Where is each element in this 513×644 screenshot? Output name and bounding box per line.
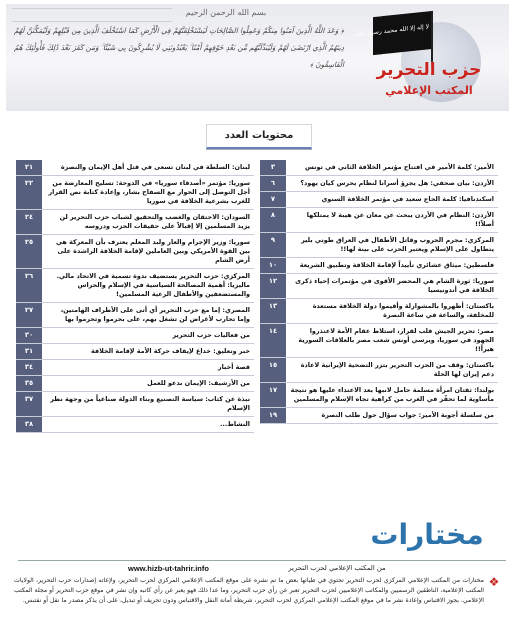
toc-entry-title: من فعاليات حزب التحرير [172,331,250,339]
toc-entry[interactable] [16,303,254,327]
toc-entry-title: المصري: إما مع حزب التحرير أي أتى على الأطراف الهامتين، وإما تحارب لأغراض لن تشغل بهم، على بحرموا وتحرموا بها [60,306,250,323]
page-number: ١٠ [268,261,278,269]
header-ornament [12,8,172,22]
toc-entry-title: النشاط... [219,420,250,428]
page-number: ١٣ [268,302,278,310]
flag-pole [431,12,433,66]
basmala: بسم الله الرحمن الرحيم [185,8,267,17]
page-number: ٣٥ [24,379,34,387]
toc-entry-title: فلسطين: ميثاق عشائري تأييداً لإقامة الخلافة وتطبيق الشريعة [299,261,494,269]
page-number-badge [260,258,286,273]
page-number: ١٥ [268,361,278,369]
toc-entry-title: من الأرشيف: الإيمان بدعو للعمل [147,379,250,387]
toc-entry-title: الأردن: النظام في الأردن يبحث عن معان عن هيبة لا يمتلكها أصلاً!! [306,211,494,228]
black-flag-icon [355,11,433,55]
page-number-badge [16,160,42,175]
page-number: ١٤ [268,327,278,335]
page-number: ٣٨ [24,420,34,428]
page-number: ٧ [270,195,276,203]
toc-entry-title: المركزي: مجرم الحروب وقاتل الأطفال في العراق طوني بلير يتطاول على الإسلام ويعتبر الحزب على بينة لها!! [301,236,494,253]
page-number: ٢٤ [24,213,34,221]
toc-entry[interactable] [16,417,254,432]
toc-entry[interactable] [16,160,254,175]
page-number-badge [260,383,286,407]
hizb-logo [353,12,503,108]
page-number-badge [260,208,286,232]
page-number: ٦ [270,179,276,187]
table-of-contents [16,160,498,516]
page-number: ٨ [270,211,276,219]
page-number: ١٢ [268,277,278,285]
toc-entry[interactable] [16,344,254,359]
brand-subtitle: المكتب الإعلامي [385,84,473,97]
toc-divider [16,432,254,433]
toc-entry[interactable] [16,176,254,209]
toc-entry[interactable] [260,383,498,407]
toc-entry-title: نبذة عن كتاب: سياسة التصنيع وبناء الدولة صناعياً من وجهة نظر الإسلام [50,395,250,412]
page-number-badge [260,299,286,323]
page-number: ١٧ [268,386,278,394]
toc-left-column [16,160,254,433]
page-number-badge [260,324,286,357]
toc-entry[interactable] [16,360,254,375]
toc-entry-title: لبنان: السلطة في لبنان تسعى في قتل أهل الإيمان والنصرة [60,163,250,171]
page-number-badge [260,358,286,382]
toc-entry-title: مصر: تحرير الجيش قلب لقرار، استلاط عقام الأمة لاعتذروا الجهود في سوريا، ويرسي أونس شعب مصر بالعلاقات السورية هيراً!! [298,327,494,353]
page-number: ٢٢ [24,179,34,187]
page-number: ٣١ [24,347,34,355]
toc-entry-title: المركزي: حزب التحرير يستضيف ندوة تسمية في الاتحاد مالي. ماليزيا: أهمية المصالحة السياسية في الإسلام والحراس والمستضعفين والأطفال الرعية المسلمين! [56,272,250,298]
page-number-badge [16,417,42,432]
toc-entry-title: من سلسلة أجوبة الأمير: جواب سؤال حول طلب النصرة [321,411,494,419]
page-number: ٣٠ [24,331,34,339]
page-number-badge [260,160,286,175]
toc-entry-title: سوريا: مؤتمر «أصدقاء سوريا» في الدوحة: تسليح المعارضة من أجل التوصل إلى الحوار مع السفاح بشار، وإعادة كتابة نص القرار للغرب بشرعية الخلافة في سوريا [48,179,250,205]
toc-entry[interactable] [260,208,498,232]
toc-entry[interactable] [260,324,498,357]
page-number-badge [16,392,42,416]
toc-divider [260,423,498,424]
toc-entry[interactable] [260,358,498,382]
page-number-badge [16,376,42,391]
flag-text: لا إله إلا الله محمد رسول الله [355,23,429,38]
hizb-mark-icon: ❖ [488,575,500,589]
toc-entry-title: بولندا: ثقتان امرأة مسلمة حامل لانبها بعد الاعتداء عليها هو نتيجة مأساوية لما تحقّر في الغرب من كراهية تجاه الإسلام والمسلمين [290,386,494,403]
toc-entry-title: سوريا: ثورة الشام هي المحضر الأقوى في مؤتمرات إحياء ذكرى الخلافة في أندونيسيا [295,277,494,294]
toc-entry[interactable] [260,233,498,257]
page-number: ٢٦ [24,272,34,280]
page-number-badge [16,303,42,327]
page-number-badge [16,210,42,234]
page-number-badge [16,344,42,359]
toc-entry[interactable] [260,176,498,191]
header-banner [6,4,509,111]
footer-divider [18,560,506,561]
toc-entry[interactable] [16,269,254,302]
website-link[interactable]: www.hizb-ut-tahrir.info [128,564,209,573]
page-number-badge [16,235,42,268]
toc-entry[interactable] [260,408,498,423]
toc-entry[interactable] [16,235,254,268]
footer-description: مختارات من المكتب الإعلامي المركزي لحزب التحرير تحتوي في طياتها بعض ما تم نشره على موقع المكتب الإعلامي المركزي لحزب التحرير، ولإعاته إصدارات حزب التحرير، الولايات المكتب الإعلامية، الناطقين الرسميين والمكاتب الإعلاميين لحزب التحرير تعبر عن رأي حزب التحرير، وما عدا ذلك فهو يعبر عن رأي كاتبه وإن نشر في موقع حزب التحرير أو مجلة المكتب الإعلامي. يجوز الاقتباس وإعادة نشر ما في موقع المكتب الإعلامي المركزي لحزب التحرير، شريطة أمانة النقل والاقتباس ودون تحريف أو تبديل، على أن يذكر مصدر ما نقل أو نقتبس. [14,577,484,604]
page-number-badge [260,192,286,207]
office-label: من المكتب الإعلامي لحزب التحرير [288,564,386,572]
toc-entry-title: سوريا: وزير الإجرام والعار ولبد المعلم يعترف بأن المعركة هي بين القوة الأمريكي وبين العاملين لإقامة الخلافة الراشدة على أرض الشام [55,238,250,264]
toc-entry[interactable] [16,210,254,234]
page-number: ٣٧ [24,395,34,403]
footer [0,514,513,644]
toc-entry-title: الأردن: بيان صحفي: هل يجرؤ أسرانا لنظام يحرس كيان يهود؟ [300,179,494,187]
toc-right-column [260,160,498,424]
toc-entry-title: خبر وتعليق: خداع لإيقاف حركة الأمة لإقامة الخلافة [91,347,250,355]
page-number-badge [16,328,42,343]
toc-entry[interactable] [260,160,498,175]
toc-entry[interactable] [16,376,254,391]
toc-entry[interactable] [16,392,254,416]
page-number-badge [260,274,286,298]
toc-entry[interactable] [260,299,498,323]
page-number-badge [260,233,286,257]
toc-entry-title: اسكندنافيا: كلمة الحاج سعيد في مؤتمر الخلافة السنوي [321,195,494,203]
toc-entry-title: الأمير: كلمة الأمير في افتتاح مؤتمر الخلافة الثاني في تونس [305,163,494,171]
page-number: ٢٥ [24,238,34,246]
toc-entry-title: السودان: الاحتقان والغضب والتحقيق لشباب حزب التحرير لن يزيد المسلمين إلا إقبالاً على حقيقات الحزب ودروسه [59,213,250,230]
page-number-badge [260,176,286,191]
toc-entry[interactable] [260,192,498,207]
page-number-badge [16,360,42,375]
quran-verse: ﴿ وَعَدَ اللَّهُ الَّذِينَ آمَنُوا مِنكُمْ وَعَمِلُوا الصَّالِحَاتِ لَيَسْتَخْلِفَنَّهُمْ فِي الْأَرْضِ كَمَا اسْتَخْلَفَ الَّذِينَ مِن قَبْلِهِمْ وَلَيُمَكِّنَنَّ لَهُمْ دِينَهُمُ الَّذِي ارْتَضَىٰ لَهُمْ وَلَيُبَدِّلَنَّهُم مِّن بَعْدِ خَوْفِهِمْ أَمْنًا ۚ يَعْبُدُونَنِي لَا يُشْرِكُونَ بِي شَيْئًا ۚ وَمَن كَفَرَ بَعْدَ ذَٰلِكَ فَأُولَٰئِكَ هُمُ الْفَاسِقُونَ ﴾ [14,26,344,69]
page-number: ٣ [270,163,276,171]
page-number: ٢١ [24,163,34,171]
toc-entry[interactable] [16,328,254,343]
toc-entry[interactable] [260,258,498,273]
page-number-badge [16,176,42,209]
page-number: ٩ [270,236,276,244]
toc-entry[interactable] [260,274,498,298]
page-number: ٣٤ [24,363,34,371]
toc-entry-title: قصة أخبار [217,363,250,371]
brand-name: حزب التحرير [376,60,482,80]
page-number: ١٩ [268,411,278,419]
page-number-badge [260,408,286,423]
mukhtarat-logo: مختارات [370,518,484,551]
toc-entry-title: باكستان: وقف من الحزب التحرير بتزر التضحية الإيرانية لاعادة دعم إيران لها الحلة [300,361,494,378]
toc-title: محتويات العدد [206,124,312,149]
toc-entry-title: باكستان: أظهروا بالمشوارلة وأقيموا دولة الخلافة مستعدة للمخلفة، والساعة في ساعة النصرة [312,302,494,319]
page-number: ٢٧ [24,306,34,314]
page-number-badge [16,269,42,302]
